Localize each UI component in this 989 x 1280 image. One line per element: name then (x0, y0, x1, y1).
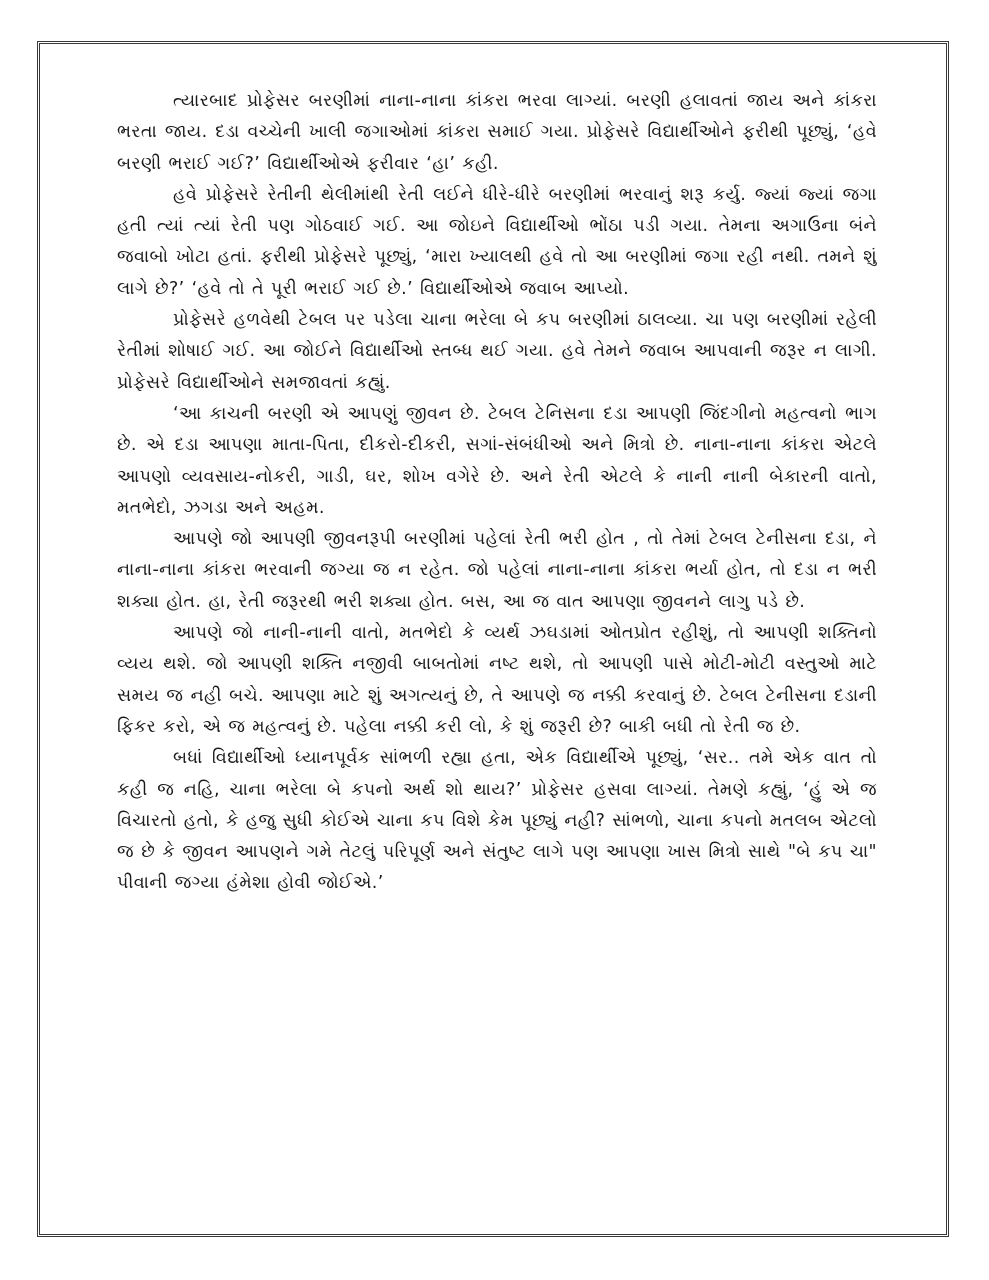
paragraph: આપણે જો આપણી જીવનરૂપી બરણીમાં પહેલાં રેતી ભરી હોત , તો તેમાં ટેબલ ટેનીસના દડા, ને નાના-નાના કાંકરા ભરવાની જગ્યા જ ન રહેત. જો પહેલાં નાના-નાના કાંકરા ભર્યા હોત, તો દડા ન ભરી શક્યા હોત. હા, રેતી જરૂરથી ભરી શક્યા હોત. બસ, આ જ વાત આપણા જીવનને લાગુ પડે છે. (117, 529, 877, 612)
paragraph: આપણે જો નાની-નાની વાતો, મતભેદો કે વ્યર્થ ઝઘડામાં ઓતપ્રોત રહીશું, તો આપણી શક્તિનો વ્યય થશે. જો આપણી શક્તિ નજીવી બાબતોમાં નષ્ટ થશે, તો આપણી પાસે મોટી-મોટી વસ્તુઓ માટે સમય જ નહી બચે. આપણા માટે શું અગત્યનું છે, તે આપણે જ નક્કી કરવાનું છે. ટેબલ ટેનીસના દડાની ફિકર કરો, એ જ મહત્વનું છે. પહેલા નક્કી કરી લો, કે શું જરૂરી છે? બાકી બધી તો રેતી જ છે. (117, 623, 877, 737)
paragraph: બધાં વિદ્યાર્થીઓ ધ્યાનપૂર્વક સાંભળી રહ્યા હતા, એક વિદ્યાર્થીએ પૂછ્યું, ‘સર.. તમે એક વાત તો કહી જ નહિ, ચાના ભરેલા બે કપનો અર્થ શો થાય?’ પ્રોફેસર હસવા લાગ્યાં. તેમણે કહ્યું, ‘હું એ જ વિચારતો હતો, કે હજુ સુધી કોઈએ ચાના કપ વિશે કેમ પૂછ્યું નહી? સાંભળો, ચાના કપનો મતલબ એટલો જ છે કે જીવન આપણને ગમે તેટલું પરિપૂર્ણ અને સંતુષ્ટ લાગે પણ આપણા ખાસ મિત્રો સાથે "બે કપ ચા" પીવાની જગ્યા હંમેશા હોવી જોઈએ.’ (117, 748, 877, 894)
paragraph: પ્રોફેસરે હળવેથી ટેબલ પર પડેલા ચાના ભરેલા બે કપ બરણીમાં ઠાલવ્યા. ચા પણ બરણીમાં રહેલી રેતીમાં શોષાઈ ગઈ. આ જોઈને વિદ્યાર્થીઓ સ્તબ્ધ થઈ ગયા. હવે તેમને જવાબ આપવાની જરૂર ન લાગી. પ્રોફેસરે વિદ્યાર્થીઓને સમજાવતાં કહ્યું. (117, 310, 877, 393)
document-body (117, 86, 877, 900)
paragraph: ‘આ કાચની બરણી એ આપણું જીવન છે. ટેબલ ટેનિસના દડા આપણી જિંદગીનો મહત્વનો ભાગ છે. એ દડા આપણા માતા-પિતા, દીકરો-દીકરી, સગાં-સંબંધીઓ અને મિત્રો છે. નાના-નાના કાંકરા એટલે આપણો વ્યવસાય-નોકરી, ગાડી, ઘર, શોખ વગેરે છે. અને રેતી એટલે કે નાની નાની બેકારની વાતો, મતભેદો, ઝગડા અને અહમ. (117, 403, 877, 518)
paragraph: હવે પ્રોફેસરે રેતીની થેલીમાંથી રેતી લઈને ધીરે-ધીરે બરણીમાં ભરવાનું શરૂ કર્યુ. જ્યાં જ્યાં જગા હતી ત્યાં ત્યાં રેતી પણ ગોઠવાઈ ગઈ. આ જોઇને વિદ્યાર્થીઓ ભોંઠા પડી ગયા. તેમના અગાઉના બંને જવાબો ખોટા હતાં. ફરીથી પ્રોફેસરે પૂછ્યું, ‘મારા ખ્યાલથી હવે તો આ બરણીમાં જગા રહી નથી. તમને શું લાગે છે?’ ‘હવે તો તે પૂરી ભરાઈ ગઈ છે.’ વિદ્યાર્થીઓએ જવાબ આપ્યો. (117, 184, 877, 299)
paragraph: ત્યારબાદ પ્રોફેસર બરણીમાં નાના-નાના કાંકરા ભરવા લાગ્યાં. બરણી હલાવતાં જાય અને કાંકરા ભરતા જાય. દડા વચ્ચેની ખાલી જગાઓમાં કાંકરા સમાઈ ગયા. પ્રોફેસરે વિદ્યાર્થીઓને ફરીથી પૂછ્યું, ‘હવે બરણી ભરાઈ ગઈ?’ વિદ્યાર્થીઓએ ફરીવાર ‘હા’ કહી. (117, 91, 877, 174)
